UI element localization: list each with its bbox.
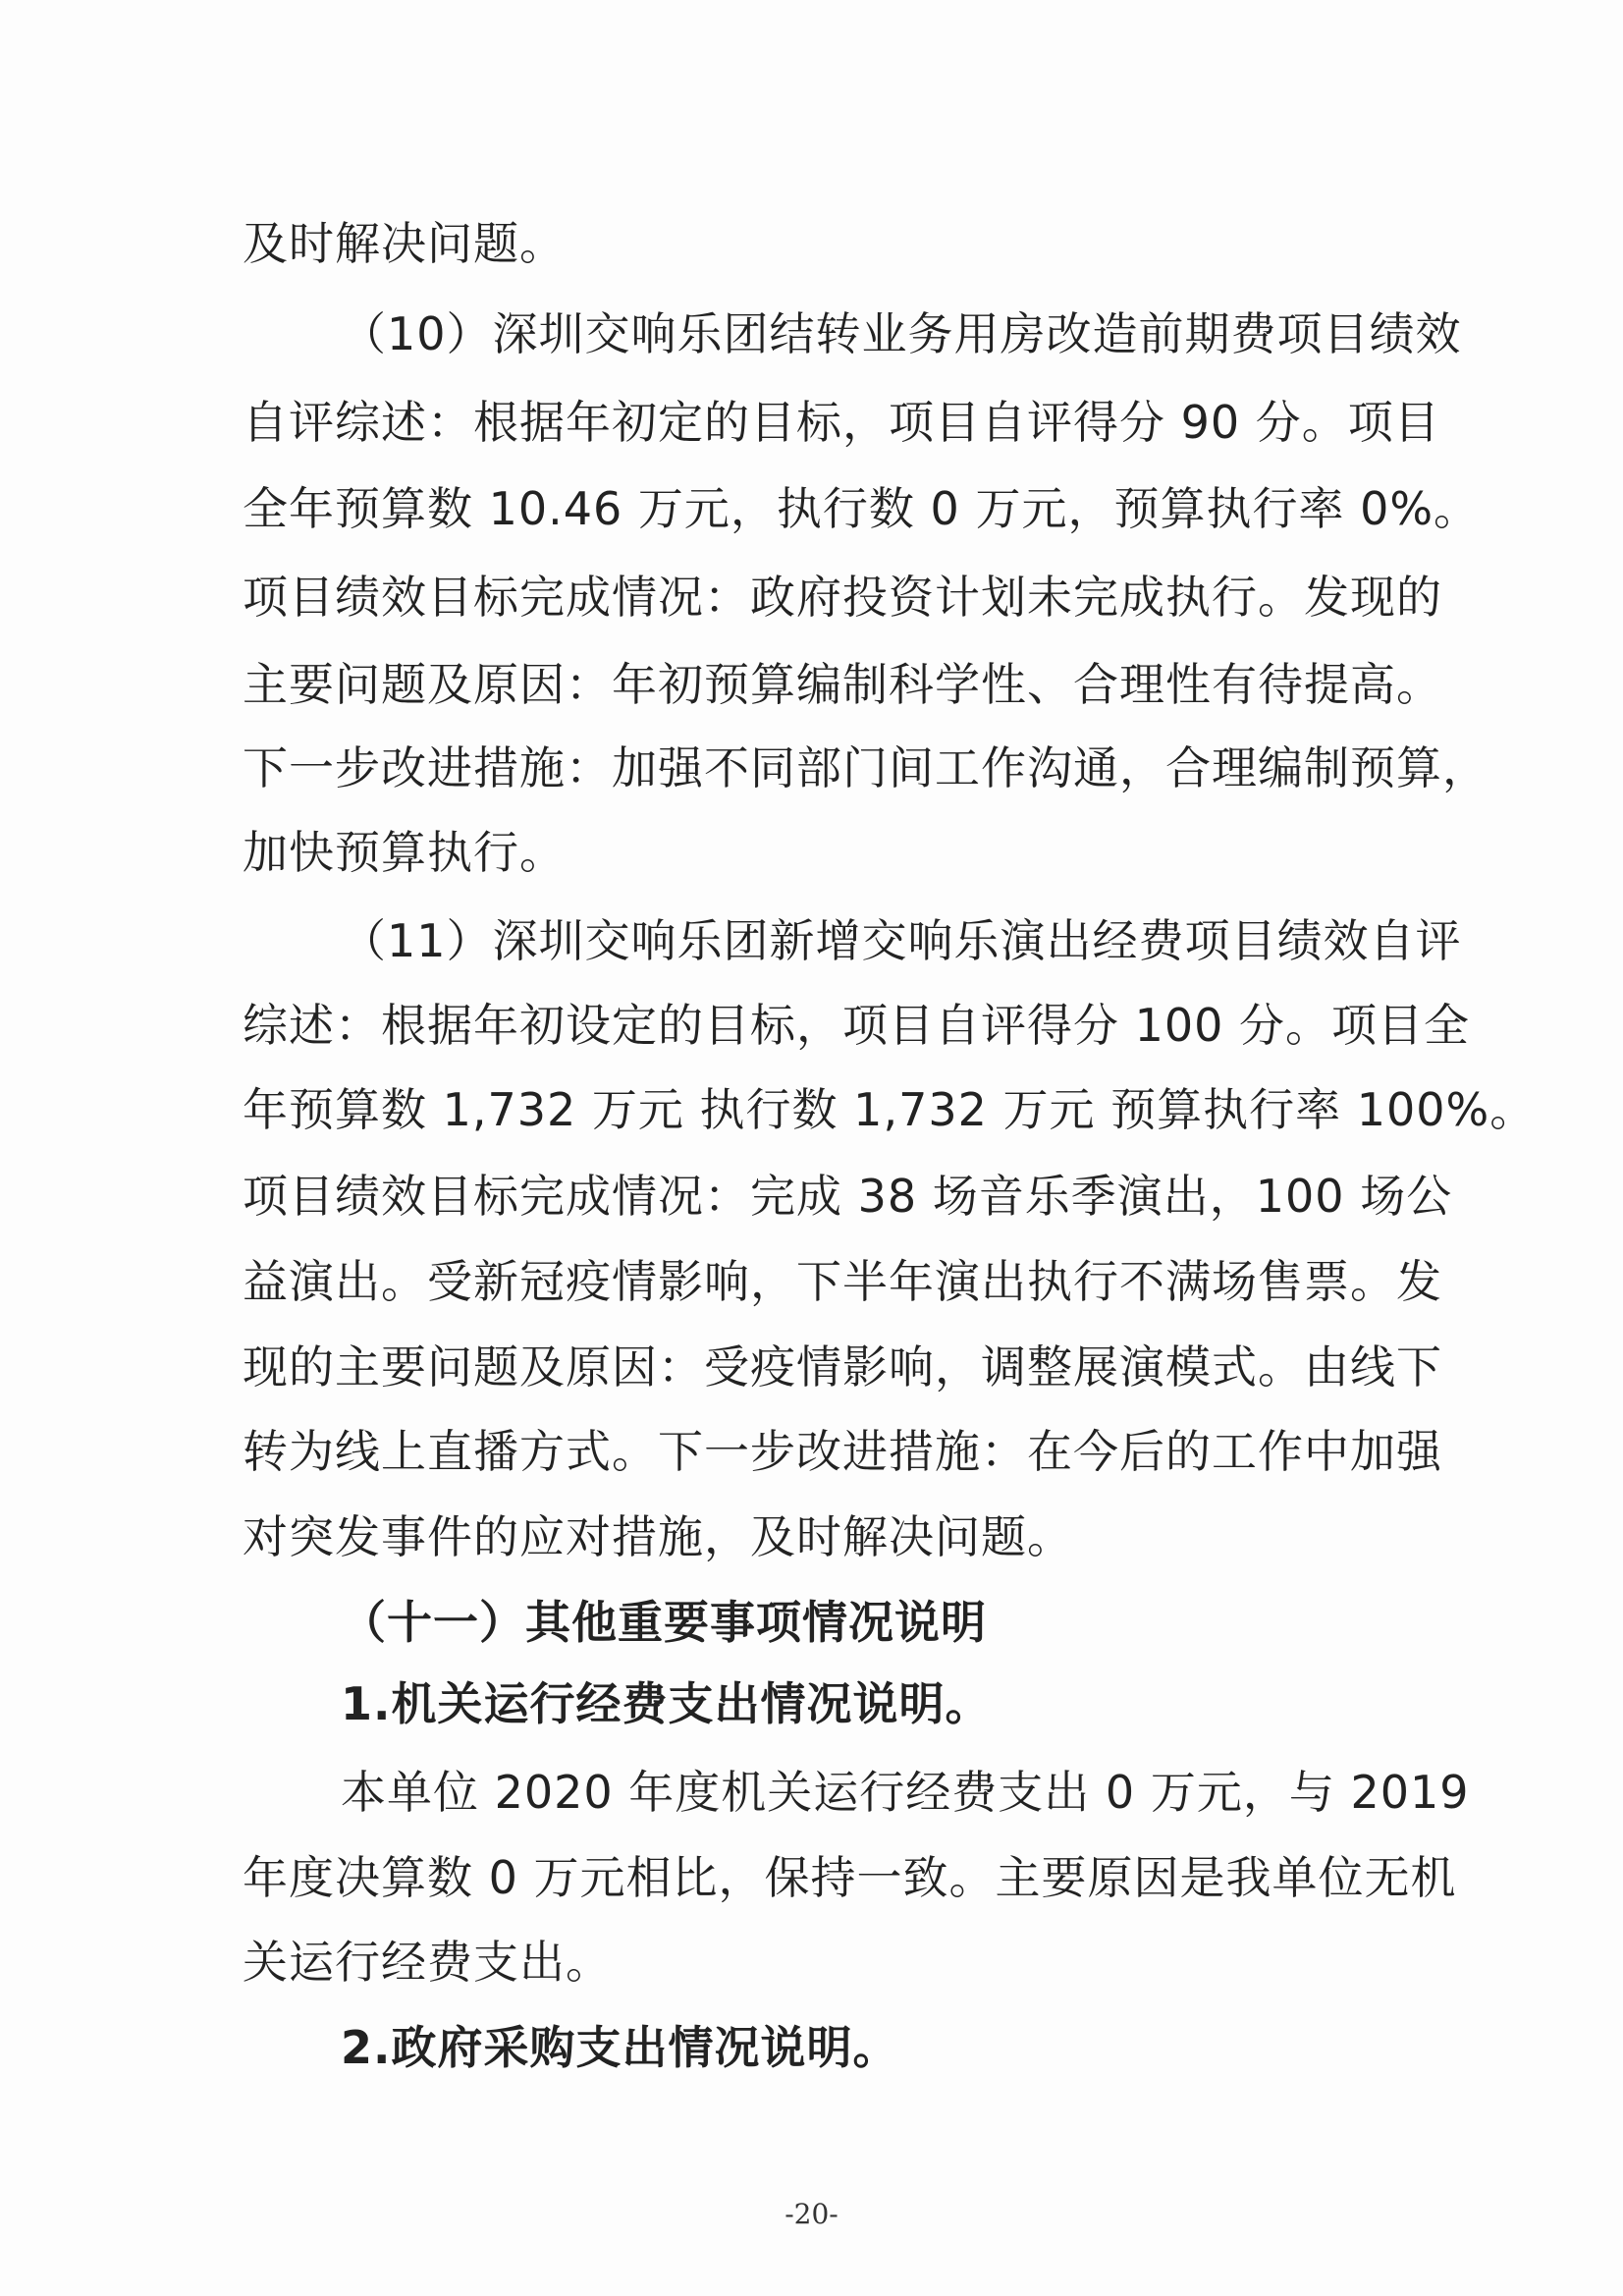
text-line: 益演出。受新冠疫情影响，下半年演出执行不满场售票。发	[243, 1255, 1442, 1308]
subsection-heading: 2.政府采购支出情况说明。	[341, 2021, 899, 2074]
text-line: 关运行经费支出。	[243, 1936, 612, 1989]
text-line: 现的主要问题及原因：受疫情影响，调整展演模式。由线下	[243, 1340, 1442, 1394]
text-line: 自评综述：根据年初定的目标，项目自评得分 90 分。项目	[243, 396, 1440, 449]
text-line: 主要问题及原因：年初预算编制科学性、合理性有待提高。	[243, 658, 1442, 711]
text-line: 对突发事件的应对措施，及时解决问题。	[243, 1510, 1073, 1563]
text-line: 加快预算执行。	[243, 826, 566, 879]
text-line: 全年预算数 10.46 万元，执行数 0 万元，预算执行率 0%。	[243, 482, 1481, 535]
paragraph-10-start: （10）深圳交响乐团结转业务用房改造前期费项目绩效	[341, 307, 1462, 360]
text-line: 综述：根据年初设定的目标，项目自评得分 100 分。项目全	[243, 999, 1471, 1052]
text-line: 下一步改进措施：加强不同部门间工作沟通，合理编制预算，	[243, 741, 1488, 794]
section-heading: （十一）其他重要事项情况说明	[341, 1596, 987, 1649]
subsection-heading: 1.机关运行经费支出情况说明。	[341, 1677, 992, 1730]
paragraph-start: 本单位 2020 年度机关运行经费支出 0 万元，与 2019	[341, 1766, 1470, 1819]
text-line: 转为线上直播方式。下一步改进措施：在今后的工作中加强	[243, 1425, 1442, 1478]
paragraph-11-start: （11）深圳交响乐团新增交响乐演出经费项目绩效自评	[341, 914, 1462, 967]
text-line: 年预算数 1,732 万元 执行数 1,732 万元 预算执行率 100%。	[243, 1083, 1537, 1136]
text-line: 项目绩效目标完成情况：完成 38 场音乐季演出，100 场公	[243, 1170, 1453, 1223]
text-line: 及时解决问题。	[243, 217, 566, 270]
text-line: 项目绩效目标完成情况：政府投资计划未完成执行。发现的	[243, 571, 1442, 624]
text-line: 年度决算数 0 万元相比，保持一致。主要原因是我单位无机	[243, 1851, 1457, 1904]
page-number: -20-	[784, 2198, 839, 2230]
